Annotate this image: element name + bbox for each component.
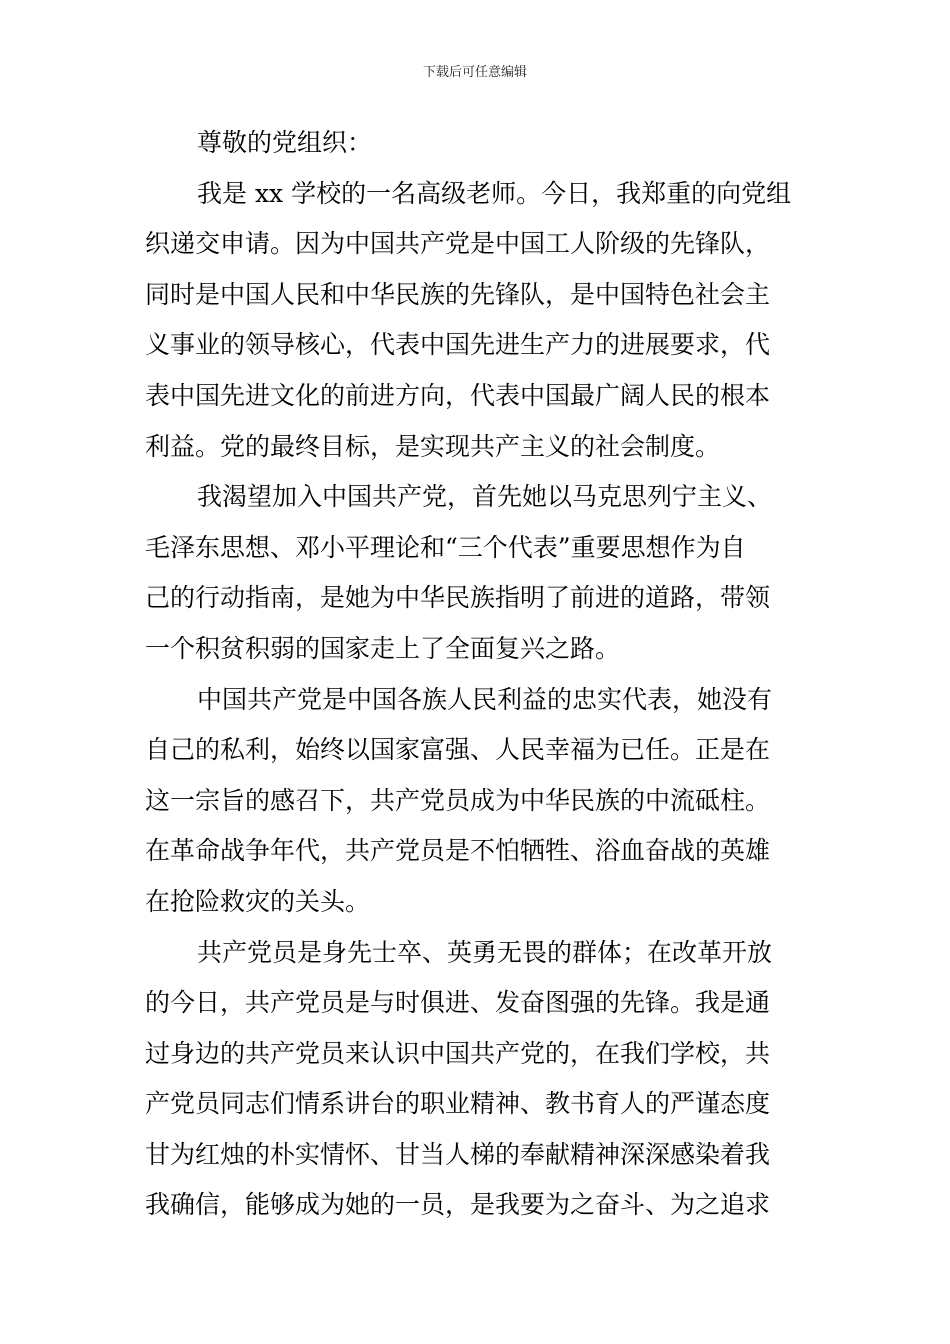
text-line: 义事业的领导核心，代表中国先进生产力的进展要求，代 <box>145 330 771 360</box>
text-line: 毛泽东思想、邓小平理论和“三个代表”重要思想作为自 <box>145 532 746 562</box>
page-header: 下载后可任意编辑 <box>422 65 527 80</box>
text-line: 产党员同志们情系讲台的职业精神、教书育人的严谨态度 <box>145 1089 771 1119</box>
text-line: 己的行动指南，是她为中华民族指明了前进的道路，带领 <box>145 583 771 613</box>
text-line: 表中国先进文化的前进方向，代表中国最广阔人民的根本 <box>145 380 771 410</box>
text-line: 尊敬的党组织： <box>197 128 373 157</box>
text-line: 共产党员是身先士卒、英勇无畏的群体；在改革开放 <box>197 937 773 967</box>
text-line: 我渴望加入中国共产党，首先她以马克思列宁主义、 <box>197 482 773 512</box>
letter-body <box>145 118 805 1231</box>
text-line: 织递交申请。因为中国共产党是中国工人阶级的先锋队， <box>145 229 771 259</box>
text-line: 我确信，能够成为她的一员，是我要为之奋斗、为之追求 <box>145 1190 771 1220</box>
text-line: 在革命战争年代，共产党员是不怕牺牲、浴血奋战的英雄 <box>145 836 771 866</box>
text-line: 中国共产党是中国各族人民利益的忠实代表，她没有 <box>197 684 773 714</box>
text-line: 甘为红烛的朴实情怀、甘当人梯的奉献精神深深感染着我 <box>145 1139 771 1169</box>
text-line: 这一宗旨的感召下，共产党员成为中华民族的中流砥柱。 <box>145 785 771 815</box>
text-line: 利益。党的最终目标，是实现共产主义的社会制度。 <box>145 431 721 461</box>
text-line: 的今日，共产党员是与时俱进、发奋图强的先锋。我是通 <box>145 988 771 1018</box>
text-line: 我是 xx 学校的一名高级老师。今日，我郑重的向党组 <box>197 178 792 208</box>
text-line: 自己的私利，始终以国家富强、人民幸福为已任。正是在 <box>145 735 771 765</box>
text-line: 在抢险救灾的关头。 <box>145 886 371 916</box>
text-line: 一个积贫积弱的国家走上了全面复兴之路。 <box>145 633 621 663</box>
text-line: 同时是中国人民和中华民族的先锋队，是中国特色社会主 <box>145 279 771 309</box>
text-line: 过身边的共产党员来认识中国共产党的，在我们学校，共 <box>145 1038 771 1068</box>
